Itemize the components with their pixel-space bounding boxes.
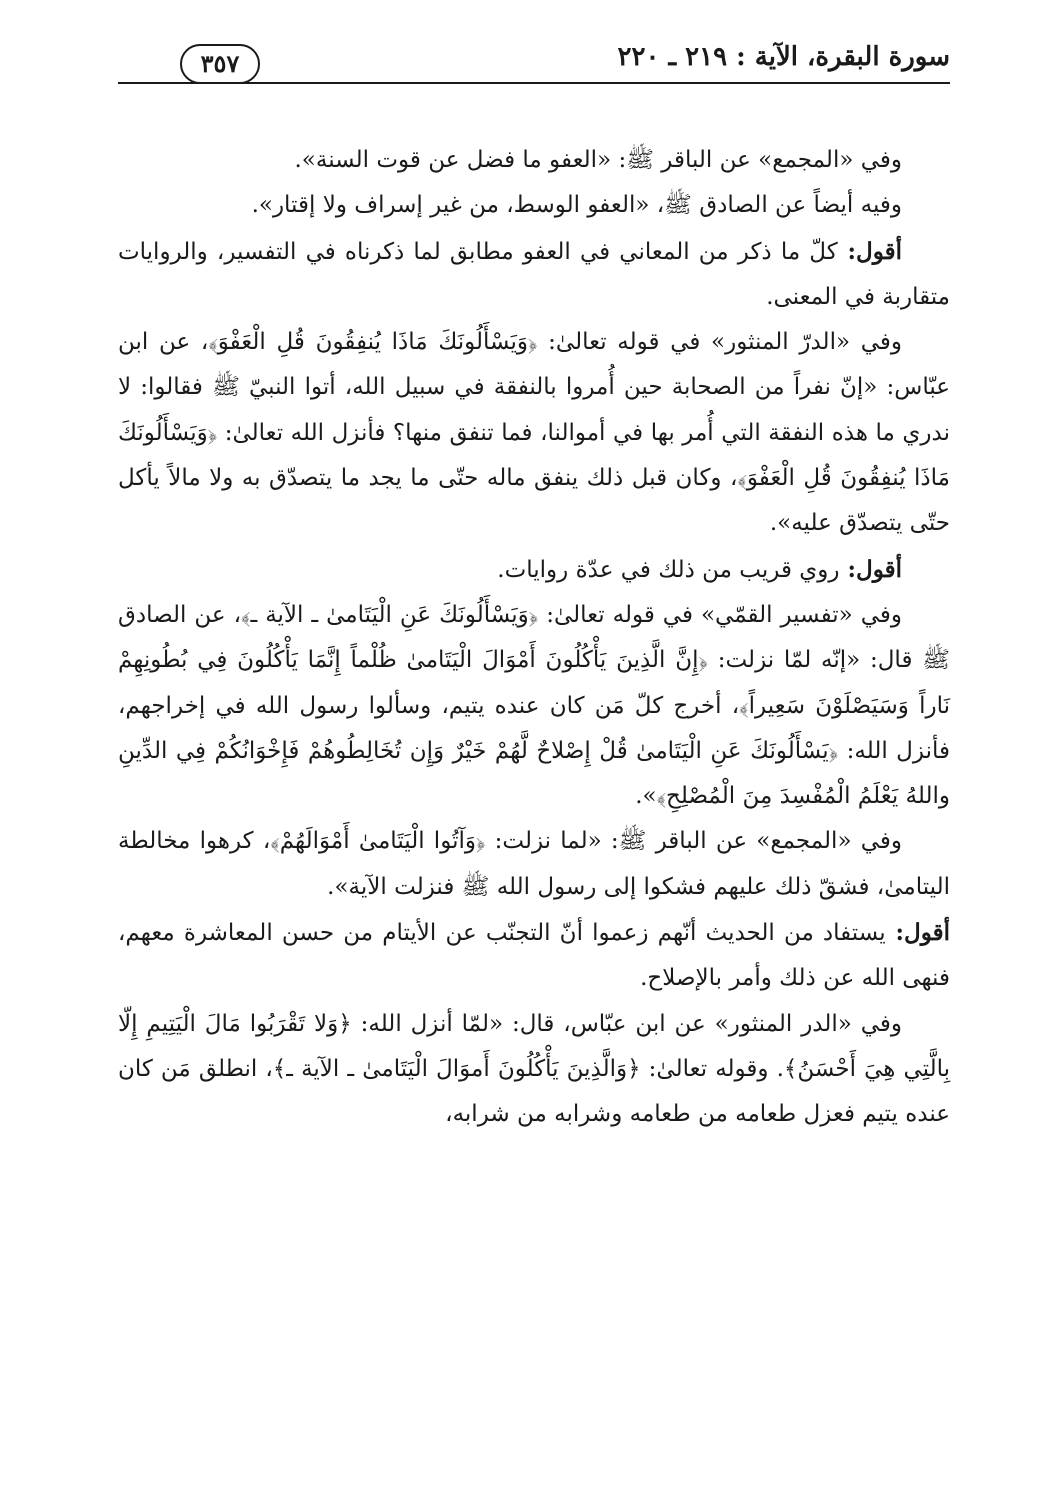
paragraph-5-text: روي قريب من ذلك في عدّة روايات. (497, 556, 840, 583)
paragraph-5 (118, 547, 950, 593)
paragraph-8-lead: أقول: (885, 919, 950, 947)
paragraph-6 (118, 593, 950, 819)
paragraph-7 (118, 819, 950, 910)
paragraph-7-text: وفي «المجمع» عن الباقر ﷺ: «لما نزلت: ﴿وَآتُوا الْيَتَامىٰ أَمْوَالَهُمْ﴾، كرهوا مخالطة اليتامىٰ، فشقّ ذلك عليهم فشكوا إلى رسول الله ﷺ فنزلت الآية». (118, 828, 950, 900)
paragraph-6-text: وفي «تفسير القمّي» في قوله تعالىٰ: ﴿وَيَسْأَلُونَكَ عَنِ الْيَتَامىٰ ـ الآية ـ﴾، عن الصادق ﷺ قال: «إنّه لمّا نزلت: ﴿إِنَّ الَّذِينَ يَأْكُلُونَ أَمْوَالَ الْيَتَامىٰ ظُلْماً إِنَّمَا يَأْكُلُونَ فِي بُطُونِهِمْ نَاراً وَسَيَصْلَوْنَ سَعِيراً﴾، أخرج كلّ مَن كان عنده يتيم، وسألوا رسول الله في إخراجهم، فأنزل الله: ﴿يَسْأَلُونَكَ عَنِ الْيَتَامىٰ قُلْ إِصْلاحٌ لَّهُمْ خَيْرٌ وَإِن تُخَالِطُوهُمْ فَإِخْوَانُكُمْ فِي الدِّينِ واللهُ يَعْلَمُ الْمُفْسِدَ مِنَ الْمُصْلِحِ﴾». (118, 601, 950, 810)
paragraph-1-text: وفي «المجمع» عن الباقر ﷺ: «العفو ما فضل عن قوت السنة». (294, 147, 902, 173)
paragraph-9-text: وفي «الدر المنثور» عن ابن عبّاس، قال: «لمّا أنزل الله: ﴿وَلا تَقْرَبُوا مَالَ الْيَتِيمِ إِلّا بِالَّتِي هِيَ أَحْسَنُ﴾. وقوله تعالىٰ: ﴿وَالَّذِينَ يَأْكُلُونَ أَموَالَ الْيَتَامىٰ ـ الآية ـ﴾، انطلق مَن كان عنده يتيم فعزل طعامه من طعامه وشرابه من شرابه، (118, 1010, 950, 1128)
paragraph-8-text: يستفاد من الحديث أنّهم زعموا أنّ التجنّب عن الأيتام من حسن المعاشرة معهم، فنهى الله عن ذلك وأمر بالإصلاح. (118, 920, 950, 992)
paragraph-2 (118, 183, 950, 228)
running-header-title: سورة البقرة، الآية : ٢١٩ ـ ٢٢٠ (617, 42, 950, 72)
paragraph-3-text: كلّ ما ذكر من المعاني في العفو مطابق لما ذكرناه في التفسير، والروايات متقاربة في المعنى. (118, 238, 950, 310)
header-rule (118, 82, 950, 84)
paragraph-5-lead: أقول: (839, 555, 902, 583)
paragraph-8 (118, 910, 950, 1002)
paragraph-9 (118, 1002, 950, 1138)
paragraph-2-text: وفيه أيضاً عن الصادق ﷺ، «العفو الوسط، من غير إسراف ولا إقتار». (251, 192, 902, 219)
paragraph-3 (118, 229, 950, 321)
page-number-badge: ٣٥٧ (180, 44, 260, 84)
body-text (118, 138, 950, 1138)
paragraph-4-text: وفي «الدرّ المنثور» في قوله تعالىٰ: ﴿وَيَسْأَلُونَكَ مَاذَا يُنفِقُونَ قُلِ الْعَفْوَ﴾، عن ابن عبّاس: «إنّ نفراً من الصحابة حين أُمروا بالنفقة في سبيل الله، أتوا النبيّ ﷺ فقالوا: لا ندري ما هذه النفقة التي أُمر بها في أموالنا، فما تنفق منها؟ فأنزل الله تعالىٰ: ﴿وَيَسْأَلُونَكَ مَاذَا يُنفِقُونَ قُلِ الْعَفْوَ﴾، وكان قبل ذلك ينفق ماله حتّى ما يجد ما يتصدّق به ولا مالاً يأكل حتّى يتصدّق عليه». (118, 329, 950, 537)
page-header (118, 38, 950, 88)
paragraph-3-lead: أقول: (837, 237, 902, 265)
paragraph-4 (118, 320, 950, 546)
paragraph-1 (118, 138, 950, 183)
